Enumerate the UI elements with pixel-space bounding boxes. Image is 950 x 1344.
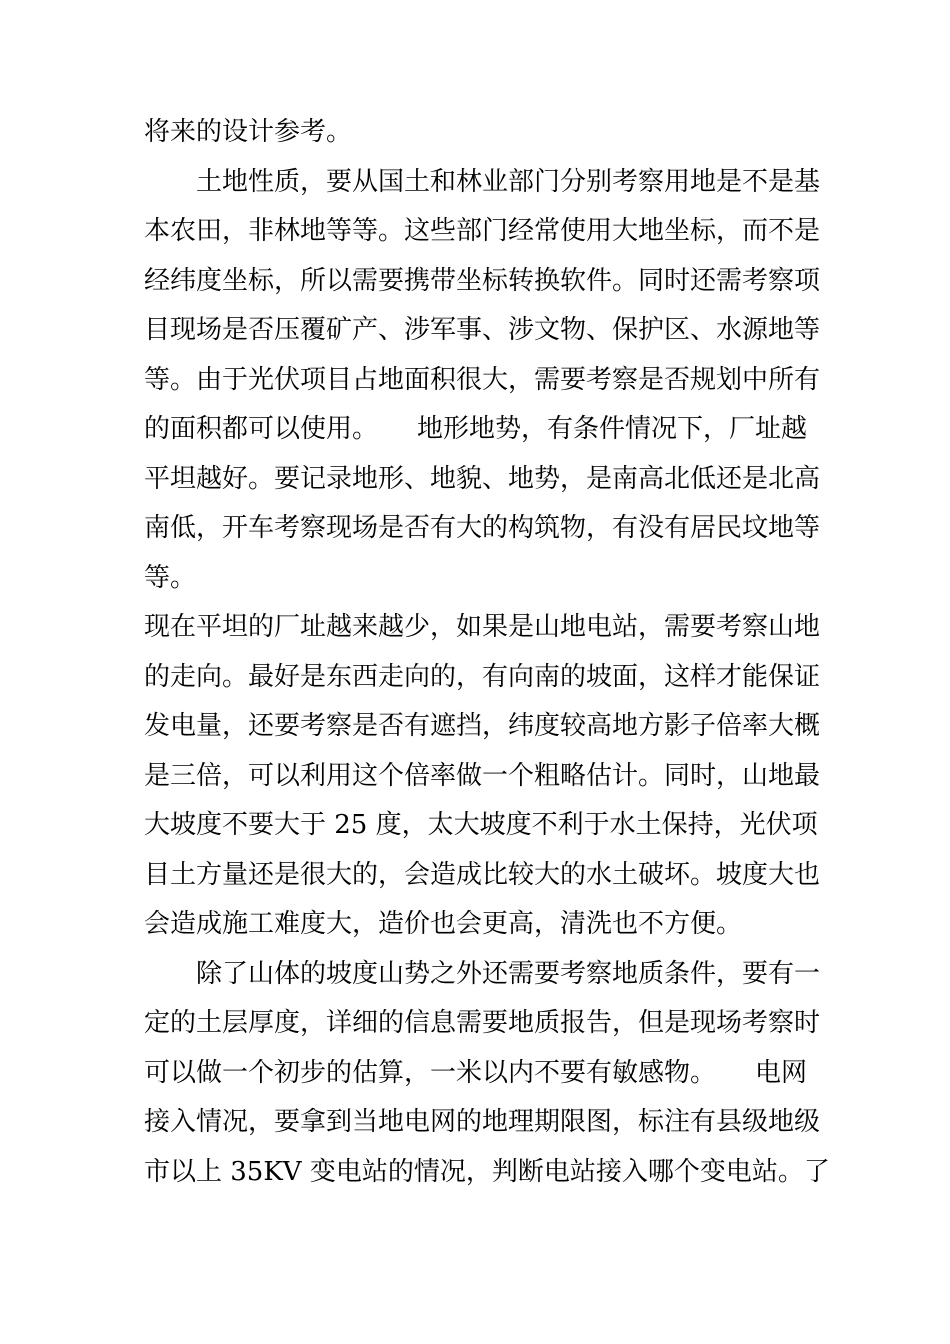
text-line-12: 的走向。最好是东西走向的，有向南的坡面，这样才能保证 [144, 661, 821, 692]
text-line-17: 会造成施工难度大，造价也会更高，清洗也不方便。 [144, 909, 743, 939]
text-line-8: 平坦越好。要记录地形、地貌、地势，是南高北低还是北高 [144, 463, 821, 494]
text-line-22: 市以上 35KV 变电站的情况，判断电站接入哪个变电站。了 [144, 1156, 830, 1187]
text-line-14: 是三倍，可以利用这个倍率做一个粗略估计。同时，山地最 [144, 760, 821, 791]
text-line-3: 本农田，非林地等等。这些部门经常使用大地坐标，而不是 [144, 216, 821, 246]
text-line-7: 的面积都可以使用。 地形地势，有条件情况下，厂址越 [144, 414, 808, 444]
text-line-5: 目现场是否压覆矿产、涉军事、涉文物、保护区、水源地等 [144, 315, 821, 345]
text-line-19: 定的土层厚度，详细的信息需要地质报告，但是现场考察时 [144, 1008, 821, 1038]
text-line-18: 除了山体的坡度山势之外还需要考察地质条件，要有一 [196, 958, 821, 989]
text-line-16: 目土方量还是很大的，会造成比较大的水土破坏。坡度大也 [144, 859, 821, 890]
text-line-11: 现在平坦的厂址越来越少，如果是山地电站，需要考察山地 [144, 612, 821, 642]
text-line-2: 土地性质，要从国土和林业部门分别考察用地是不是基 [196, 166, 821, 197]
text-line-20: 可以做一个初步的估算，一米以内不要有敏感物。 电网 [144, 1057, 808, 1088]
text-line-13: 发电量，还要考察是否有遮挡，纬度较高地方影子倍率大概 [144, 711, 821, 741]
text-line-15: 大坡度不要大于 25 度，太大坡度不利于水土保持，光伏项 [144, 810, 818, 840]
text-line-1: 将来的设计参考。 [144, 117, 353, 147]
text-line-4: 经纬度坐标，所以需要携带坐标转换软件。同时还需考察项 [144, 265, 821, 296]
text-line-6: 等。由于光伏项目占地面积很大，需要考察是否规划中所有 [144, 364, 821, 395]
text-line-10: 等。 [144, 562, 197, 593]
text-line-9: 南低，开车考察现场是否有大的构筑物，有没有居民坟地等 [144, 513, 821, 543]
text-line-21: 接入情况，要拿到当地电网的地理期限图，标注有县级地级 [144, 1107, 821, 1137]
body-text [144, 108, 830, 1197]
